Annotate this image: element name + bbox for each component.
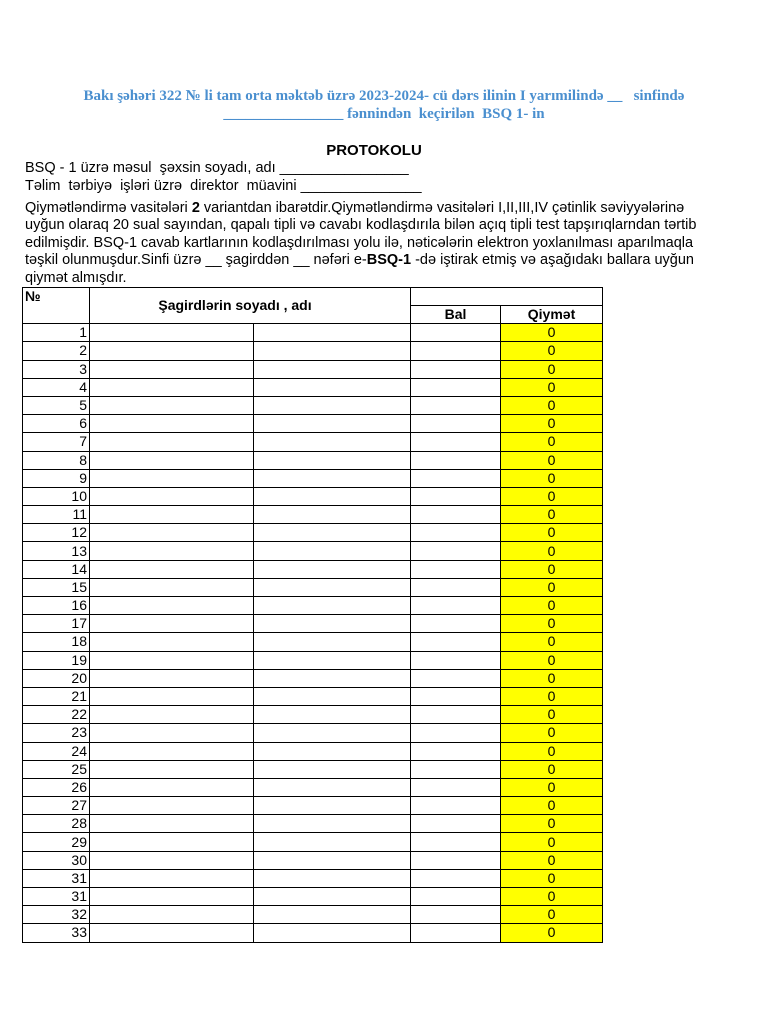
grade-cell: 0	[501, 924, 603, 942]
row-number: 29	[23, 833, 90, 851]
exam-name: BSQ-1	[366, 252, 412, 269]
student-surname-cell[interactable]	[90, 415, 254, 433]
grade-cell: 0	[501, 324, 603, 342]
row-number: 13	[23, 542, 90, 560]
table-row	[23, 742, 603, 760]
row-number: 8	[23, 451, 90, 469]
student-name-cell[interactable]	[254, 651, 411, 669]
description-paragraph	[25, 200, 725, 287]
score-cell[interactable]	[411, 451, 501, 469]
header-number: №	[23, 288, 90, 324]
row-number: 1	[23, 324, 90, 342]
student-name-cell[interactable]	[254, 724, 411, 742]
student-name-cell[interactable]	[254, 506, 411, 524]
student-surname-cell[interactable]	[90, 851, 254, 869]
table-row	[23, 906, 603, 924]
student-name-cell[interactable]	[254, 396, 411, 414]
grade-cell: 0	[501, 906, 603, 924]
student-name-cell[interactable]	[254, 578, 411, 596]
grade-cell: 0	[501, 615, 603, 633]
student-name-cell[interactable]	[254, 851, 411, 869]
header-student-name: Şagirdlərin soyadı , adı	[90, 288, 411, 324]
score-cell[interactable]	[411, 597, 501, 615]
student-surname-cell[interactable]	[90, 542, 254, 560]
table-row	[23, 687, 603, 705]
student-name-cell[interactable]	[254, 542, 411, 560]
row-number: 30	[23, 851, 90, 869]
header-blank-cell	[411, 288, 603, 306]
row-number: 17	[23, 615, 90, 633]
student-name-cell[interactable]	[254, 815, 411, 833]
row-number: 31	[23, 888, 90, 906]
row-number: 14	[23, 560, 90, 578]
score-cell[interactable]	[411, 342, 501, 360]
row-number: 28	[23, 815, 90, 833]
student-surname-cell[interactable]	[90, 797, 254, 815]
grade-cell: 0	[501, 415, 603, 433]
table-row	[23, 869, 603, 887]
table-row	[23, 633, 603, 651]
grade-cell: 0	[501, 869, 603, 887]
row-number: 11	[23, 506, 90, 524]
student-name-cell[interactable]	[254, 415, 411, 433]
row-number: 4	[23, 378, 90, 396]
score-cell[interactable]	[411, 651, 501, 669]
table-row	[23, 815, 603, 833]
grade-cell: 0	[501, 742, 603, 760]
student-name-cell[interactable]	[254, 433, 411, 451]
score-cell[interactable]	[411, 742, 501, 760]
student-surname-cell[interactable]	[90, 360, 254, 378]
grade-cell: 0	[501, 506, 603, 524]
grade-cell: 0	[501, 815, 603, 833]
score-cell[interactable]	[411, 724, 501, 742]
student-name-cell[interactable]	[254, 906, 411, 924]
row-number: 15	[23, 578, 90, 596]
grade-cell: 0	[501, 451, 603, 469]
student-surname-cell[interactable]	[90, 760, 254, 778]
row-number: 22	[23, 706, 90, 724]
document-header-line-2: ________________ fənnindən keçirilən BSQ 1- in	[223, 106, 545, 122]
student-surname-cell[interactable]	[90, 615, 254, 633]
student-surname-cell[interactable]	[90, 469, 254, 487]
row-number: 27	[23, 797, 90, 815]
student-name-cell[interactable]	[254, 378, 411, 396]
score-cell[interactable]	[411, 469, 501, 487]
student-name-cell[interactable]	[254, 524, 411, 542]
table-row	[23, 542, 603, 560]
score-cell[interactable]	[411, 360, 501, 378]
row-number: 7	[23, 433, 90, 451]
table-row	[23, 651, 603, 669]
grade-cell: 0	[501, 706, 603, 724]
score-cell[interactable]	[411, 542, 501, 560]
student-name-cell[interactable]	[254, 560, 411, 578]
student-name-cell[interactable]	[254, 869, 411, 887]
score-cell[interactable]	[411, 687, 501, 705]
grade-cell: 0	[501, 597, 603, 615]
table-row	[23, 342, 603, 360]
grade-cell: 0	[501, 342, 603, 360]
table-row	[23, 760, 603, 778]
score-cell[interactable]	[411, 487, 501, 505]
score-cell[interactable]	[411, 378, 501, 396]
student-surname-cell[interactable]	[90, 906, 254, 924]
grade-cell: 0	[501, 833, 603, 851]
score-cell[interactable]	[411, 869, 501, 887]
score-cell[interactable]	[411, 560, 501, 578]
score-cell[interactable]	[411, 433, 501, 451]
variant-count: 2	[191, 200, 200, 216]
student-name-cell[interactable]	[254, 742, 411, 760]
results-table	[22, 287, 603, 943]
student-name-cell[interactable]	[254, 669, 411, 687]
description-part-2: variantdan ibarətdir.Qiymətləndirmə vasitələri I,II,III,IV çətinlik səviyyələrinə uyğun olaraq 20 sual sayından, qapalı tipli və cavabı kodlaşdırıla bilən açıq tipli test tapşırıqlarndan tərtib edilmişdir. BSQ-1 cavab kartlarının kodlaşdırılması yolu ilə, nəticələrin elektron yoxlanılması aparılmaqla təşkil olunmuşdur.Sinfi üzrə __ şagirddən __ nəfəri e-	[25, 200, 697, 269]
student-name-cell[interactable]	[254, 451, 411, 469]
grade-cell: 0	[501, 888, 603, 906]
table-row	[23, 706, 603, 724]
row-number: 10	[23, 487, 90, 505]
table-row	[23, 669, 603, 687]
grade-cell: 0	[501, 487, 603, 505]
score-cell[interactable]	[411, 760, 501, 778]
grade-cell: 0	[501, 687, 603, 705]
table-row	[23, 560, 603, 578]
table-row	[23, 378, 603, 396]
grade-cell: 0	[501, 797, 603, 815]
student-surname-cell[interactable]	[90, 451, 254, 469]
student-surname-cell[interactable]	[90, 888, 254, 906]
grade-cell: 0	[501, 651, 603, 669]
row-number: 5	[23, 396, 90, 414]
row-number: 18	[23, 633, 90, 651]
student-name-cell[interactable]	[254, 360, 411, 378]
score-cell[interactable]	[411, 888, 501, 906]
student-name-cell[interactable]	[254, 324, 411, 342]
student-surname-cell[interactable]	[90, 742, 254, 760]
student-name-cell[interactable]	[254, 778, 411, 796]
student-surname-cell[interactable]	[90, 506, 254, 524]
grade-cell: 0	[501, 433, 603, 451]
student-name-cell[interactable]	[254, 487, 411, 505]
score-cell[interactable]	[411, 833, 501, 851]
student-surname-cell[interactable]	[90, 706, 254, 724]
grade-cell: 0	[501, 778, 603, 796]
student-surname-cell[interactable]	[90, 578, 254, 596]
student-surname-cell[interactable]	[90, 724, 254, 742]
row-number: 25	[23, 760, 90, 778]
student-name-cell[interactable]	[254, 342, 411, 360]
student-name-cell[interactable]	[254, 833, 411, 851]
student-surname-cell[interactable]	[90, 324, 254, 342]
score-cell[interactable]	[411, 615, 501, 633]
score-cell[interactable]	[411, 924, 501, 942]
deputy-director-field: Təlim tərbiyə işləri üzrə direktor müavini _______________	[25, 178, 422, 194]
row-number: 24	[23, 742, 90, 760]
student-name-cell[interactable]	[254, 615, 411, 633]
student-surname-cell[interactable]	[90, 687, 254, 705]
row-number: 6	[23, 415, 90, 433]
table-row	[23, 524, 603, 542]
row-number: 9	[23, 469, 90, 487]
score-cell[interactable]	[411, 324, 501, 342]
grade-cell: 0	[501, 378, 603, 396]
table-row	[23, 396, 603, 414]
table-row	[23, 433, 603, 451]
table-row	[23, 797, 603, 815]
student-name-cell[interactable]	[254, 469, 411, 487]
score-cell[interactable]	[411, 669, 501, 687]
score-cell[interactable]	[411, 506, 501, 524]
student-surname-cell[interactable]	[90, 815, 254, 833]
student-surname-cell[interactable]	[90, 778, 254, 796]
description-part-1: Qiymətləndirmə vasitələri	[25, 200, 192, 216]
grade-cell: 0	[501, 469, 603, 487]
table-row	[23, 415, 603, 433]
student-surname-cell[interactable]	[90, 633, 254, 651]
header-score: Bal	[411, 306, 501, 324]
row-number: 21	[23, 687, 90, 705]
table-row	[23, 924, 603, 942]
student-surname-cell[interactable]	[90, 597, 254, 615]
student-surname-cell[interactable]	[90, 396, 254, 414]
student-surname-cell[interactable]	[90, 342, 254, 360]
student-surname-cell[interactable]	[90, 433, 254, 451]
student-name-cell[interactable]	[254, 706, 411, 724]
grade-cell: 0	[501, 724, 603, 742]
table-row	[23, 324, 603, 342]
document-header-line-1: Bakı şəhəri 322 № li tam orta məktəb üzrə 2023-2024- cü dərs ilinin I yarımilində __ sinfində	[83, 88, 685, 104]
table-row	[23, 578, 603, 596]
grade-cell: 0	[501, 851, 603, 869]
student-name-cell[interactable]	[254, 888, 411, 906]
score-cell[interactable]	[411, 396, 501, 414]
grade-cell: 0	[501, 360, 603, 378]
table-header-row	[23, 288, 603, 306]
row-number: 33	[23, 924, 90, 942]
table-row	[23, 487, 603, 505]
grade-cell: 0	[501, 542, 603, 560]
table-row	[23, 597, 603, 615]
student-surname-cell[interactable]	[90, 924, 254, 942]
score-cell[interactable]	[411, 797, 501, 815]
grade-cell: 0	[501, 578, 603, 596]
responsible-person-field: BSQ - 1 üzrə məsul şəxsin soyadı, adı ________________	[25, 160, 409, 176]
score-cell[interactable]	[411, 524, 501, 542]
document-title: PROTOKOLU	[326, 142, 422, 159]
table-row	[23, 833, 603, 851]
student-surname-cell[interactable]	[90, 378, 254, 396]
score-cell[interactable]	[411, 906, 501, 924]
table-row	[23, 506, 603, 524]
score-cell[interactable]	[411, 778, 501, 796]
student-surname-cell[interactable]	[90, 487, 254, 505]
grade-cell: 0	[501, 633, 603, 651]
student-surname-cell[interactable]	[90, 651, 254, 669]
row-number: 26	[23, 778, 90, 796]
table-row	[23, 469, 603, 487]
student-surname-cell[interactable]	[90, 524, 254, 542]
row-number: 3	[23, 360, 90, 378]
student-surname-cell[interactable]	[90, 560, 254, 578]
row-number: 16	[23, 597, 90, 615]
table-row	[23, 615, 603, 633]
student-surname-cell[interactable]	[90, 833, 254, 851]
table-row	[23, 851, 603, 869]
grade-cell: 0	[501, 669, 603, 687]
table-row	[23, 451, 603, 469]
table-row	[23, 888, 603, 906]
row-number: 2	[23, 342, 90, 360]
table-row	[23, 724, 603, 742]
row-number: 20	[23, 669, 90, 687]
description-part-3: -də iştirak etmiş və aşağıdakı ballara uyğun qiymət almışdır.	[25, 252, 694, 286]
student-name-cell[interactable]	[254, 797, 411, 815]
score-cell[interactable]	[411, 815, 501, 833]
table-row	[23, 778, 603, 796]
student-surname-cell[interactable]	[90, 869, 254, 887]
grade-cell: 0	[501, 524, 603, 542]
student-name-cell[interactable]	[254, 924, 411, 942]
header-grade: Qiymət	[501, 306, 603, 324]
row-number: 19	[23, 651, 90, 669]
student-name-cell[interactable]	[254, 597, 411, 615]
score-cell[interactable]	[411, 415, 501, 433]
student-surname-cell[interactable]	[90, 669, 254, 687]
row-number: 23	[23, 724, 90, 742]
score-cell[interactable]	[411, 706, 501, 724]
student-name-cell[interactable]	[254, 687, 411, 705]
grade-cell: 0	[501, 560, 603, 578]
score-cell[interactable]	[411, 633, 501, 651]
grade-cell: 0	[501, 760, 603, 778]
student-name-cell[interactable]	[254, 633, 411, 651]
grade-cell: 0	[501, 396, 603, 414]
table-row	[23, 360, 603, 378]
row-number: 32	[23, 906, 90, 924]
student-name-cell[interactable]	[254, 760, 411, 778]
score-cell[interactable]	[411, 851, 501, 869]
score-cell[interactable]	[411, 578, 501, 596]
row-number: 31	[23, 869, 90, 887]
row-number: 12	[23, 524, 90, 542]
